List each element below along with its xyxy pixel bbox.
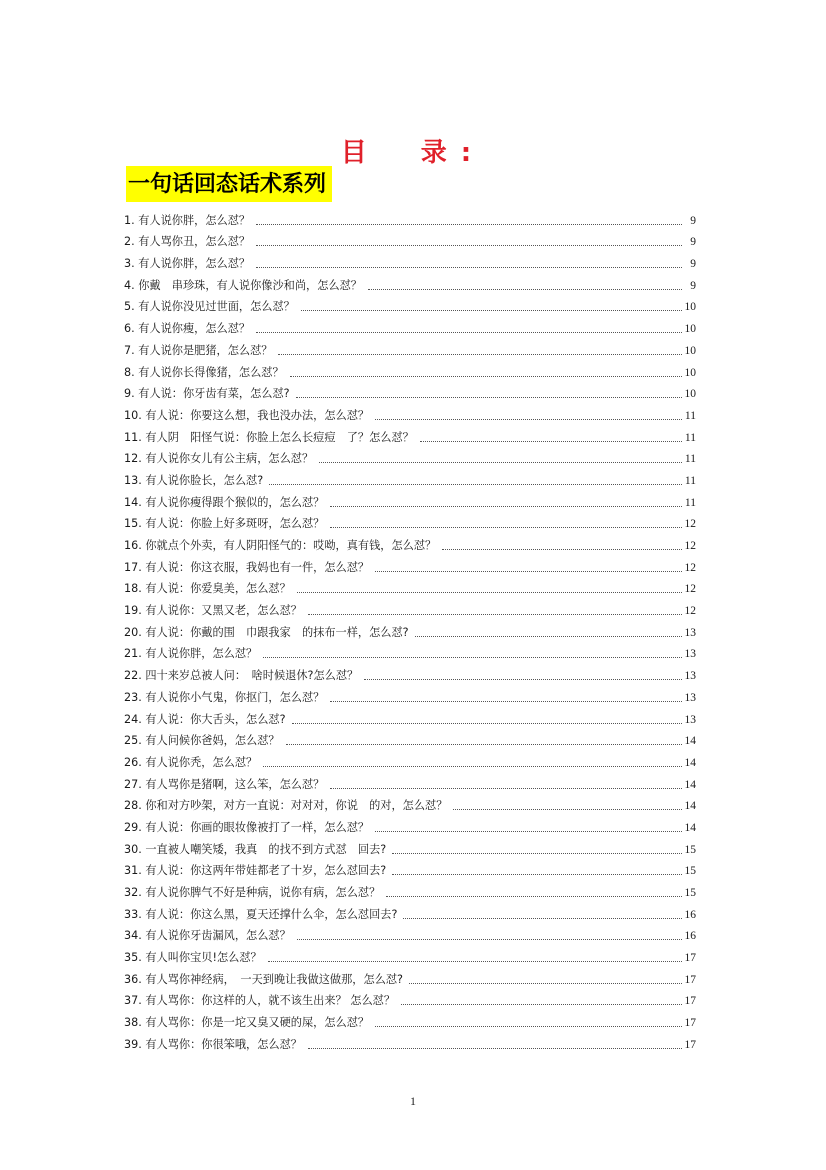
toc-entry-title: 14. 有人说你瘦得跟个猴似的，怎么怼？ xyxy=(124,495,325,509)
dot-leader xyxy=(375,1026,682,1027)
toc-entry[interactable] xyxy=(124,1030,696,1052)
toc-entry-page: 16 xyxy=(684,930,696,943)
toc-entry[interactable] xyxy=(124,922,696,944)
toc-entry-title: 36. 有人骂你神经病， 一天到晚让我做这做那，怎么怼? xyxy=(124,972,403,986)
dot-leader xyxy=(263,657,682,658)
toc-entry-page: 9 xyxy=(690,258,696,271)
dot-leader xyxy=(330,701,682,702)
toc-entry-page: 13 xyxy=(684,670,696,683)
toc-entry-title: 34. 有人说你牙齿漏风，怎么怼？ xyxy=(124,929,291,943)
dot-leader xyxy=(278,354,682,355)
dot-leader xyxy=(297,592,682,593)
toc-entry-title: 33. 有人说：你这么黑，夏天还撑什么伞，怎么怼回去? xyxy=(124,907,398,921)
toc-entry-page: 13 xyxy=(684,626,696,639)
toc-entry-page: 12 xyxy=(684,561,696,574)
toc-entry[interactable] xyxy=(124,466,696,488)
toc-entry-page: 11 xyxy=(684,474,696,487)
toc-entry-title: 22. 四十来岁总被人问： 啥时候退休?怎么怼？ xyxy=(124,669,359,683)
page-title: 目 录: xyxy=(340,138,486,168)
toc-entry-title: 2. 有人骂你丑，怎么怼？ xyxy=(124,235,251,249)
dot-leader xyxy=(292,723,682,724)
toc-entry-page: 12 xyxy=(684,583,696,596)
toc-entry-title: 32. 有人说你脾气不好是种病，说你有病，怎么怼？ xyxy=(124,886,381,899)
toc-entry-page: 11 xyxy=(684,496,696,509)
section-title: 一句话回态话术系列 xyxy=(126,166,332,202)
dot-leader xyxy=(301,310,682,311)
toc-entry-page: 9 xyxy=(690,279,696,292)
toc-entry-title: 24. 有人说：你大舌头，怎么怼? xyxy=(124,712,286,726)
dot-leader xyxy=(256,332,682,333)
toc-entry[interactable] xyxy=(124,661,696,683)
toc-entry[interactable] xyxy=(124,596,696,618)
dot-leader xyxy=(415,636,682,637)
toc-entry-title: 7. 有人说你是肥猪，怎么怼？ xyxy=(124,343,273,357)
toc-entry-title: 35. 有人叫你宝贝!怎么怼？ xyxy=(124,951,262,965)
toc-entry-title: 27. 有人骂你是猪啊，这么笨，怎么怼？ xyxy=(124,777,325,791)
toc-entry[interactable] xyxy=(124,813,696,835)
toc-entry-title: 12. 有人说你女儿有公主病，怎么怼？ xyxy=(124,452,314,466)
toc-entry-page: 14 xyxy=(684,778,696,791)
toc-entry[interactable] xyxy=(124,206,696,228)
toc-entry-page: 14 xyxy=(684,756,696,769)
dot-leader xyxy=(330,788,682,789)
toc-entry-page: 15 xyxy=(684,887,696,899)
dot-leader xyxy=(368,289,682,290)
toc-entry[interactable] xyxy=(124,314,696,336)
toc-entry-page: 16 xyxy=(684,908,696,921)
dot-leader xyxy=(392,874,682,875)
toc-entry[interactable] xyxy=(124,358,696,380)
toc-entry-title: 39. 有人骂你：你很笨哦，怎么怼？ xyxy=(124,1037,302,1051)
dot-leader xyxy=(392,853,682,854)
toc-entry-title: 17. 有人说：你这衣服，我妈也有一件，怎么怼？ xyxy=(124,560,370,574)
toc-entry-page: 14 xyxy=(684,821,696,834)
toc-entry-page: 11 xyxy=(684,453,696,466)
toc-entry[interactable] xyxy=(124,748,696,770)
toc-entry-title: 23. 有人说你小气鬼，你抠门，怎么怼？ xyxy=(124,690,325,704)
toc-entry[interactable] xyxy=(124,401,696,423)
toc-entry[interactable] xyxy=(124,878,696,900)
toc-entry-title: 6. 有人说你瘦，怎么怼？ xyxy=(124,322,251,336)
toc-entry[interactable] xyxy=(124,705,696,727)
toc-entry[interactable] xyxy=(124,445,696,467)
toc-entry-title: 26. 有人说你秃，怎么怼？ xyxy=(124,755,258,769)
dot-leader xyxy=(375,419,682,420)
toc-entry-page: 10 xyxy=(684,323,696,336)
toc-entry[interactable] xyxy=(124,293,696,315)
toc-entry-page: 10 xyxy=(684,301,696,314)
toc-entry-title: 18. 有人说：你爱臭美，怎么怼？ xyxy=(124,582,291,596)
dot-leader xyxy=(268,961,682,962)
page-number: 1 xyxy=(410,1094,416,1108)
toc-entry-page: 12 xyxy=(684,605,696,618)
toc-entry[interactable] xyxy=(124,228,696,250)
dot-leader xyxy=(256,224,682,225)
dot-leader xyxy=(403,918,682,919)
toc-entry-page: 10 xyxy=(684,366,696,379)
toc-entry-title: 4. 你戴 串珍珠，有人说你像沙和尚，怎么怼？ xyxy=(124,278,362,292)
toc-entry-title: 3. 有人说你胖，怎么怼？ xyxy=(124,257,251,271)
toc-entry-page: 17 xyxy=(684,995,696,1008)
toc-entry[interactable] xyxy=(124,423,696,445)
dot-leader xyxy=(442,549,682,550)
toc-entry[interactable] xyxy=(124,531,696,553)
toc-entry-title: 11. 有人阴 阳怪气说：你脸上怎么长痘痘 了？怎么怼？ xyxy=(124,430,414,444)
dot-leader xyxy=(269,484,682,485)
toc-entry-title: 16. 你就点个外卖，有人阴阳怪气的：哎呦，真有钱，怎么怼？ xyxy=(124,539,437,552)
toc-entry[interactable] xyxy=(124,336,696,358)
toc-entry[interactable] xyxy=(124,965,696,987)
dot-leader xyxy=(308,614,682,615)
dot-leader xyxy=(375,831,682,832)
dot-leader xyxy=(401,1004,682,1005)
toc-entry-page: 10 xyxy=(684,388,696,401)
toc-entry[interactable] xyxy=(124,618,696,640)
dot-leader xyxy=(256,267,682,268)
toc-entry-page: 13 xyxy=(684,713,696,726)
dot-leader xyxy=(319,462,682,463)
toc-entry-page: 14 xyxy=(684,800,696,813)
toc-entry-title: 38. 有人骂你：你是一坨又臭又硬的屎，怎么怼？ xyxy=(124,1016,370,1030)
toc-entry-page: 13 xyxy=(684,691,696,704)
toc-entry-title: 29. 有人说：你画的眼妆像被打了一样，怎么怼？ xyxy=(124,820,370,834)
dot-leader xyxy=(453,809,682,810)
dot-leader xyxy=(296,397,682,398)
toc-entry[interactable] xyxy=(124,987,696,1009)
toc-entry-page: 15 xyxy=(684,865,696,878)
toc-entry-title: 13. 有人说你脸长，怎么怼? xyxy=(124,473,264,487)
toc-entry-title: 30. 一直被人嘲笑矮，我真 的找不到方式怼 回去? xyxy=(124,842,387,856)
dot-leader xyxy=(256,245,682,246)
toc-entry-page: 15 xyxy=(684,843,696,856)
dot-leader xyxy=(375,571,682,572)
toc-entry[interactable] xyxy=(124,640,696,662)
toc-entry-title: 15. 有人说：你脸上好多斑呀，怎么怼？ xyxy=(124,517,325,531)
toc-entry-title: 10. 有人说：你要这么想，我也没办法，怎么怼？ xyxy=(124,408,370,422)
toc-entry-title: 9. 有人说：你牙齿有菜，怎么怼? xyxy=(124,387,290,401)
toc-entry-page: 9 xyxy=(690,214,696,227)
toc-entry-title: 1. 有人说你胖，怎么怼？ xyxy=(124,213,251,227)
toc-entry[interactable] xyxy=(124,770,696,792)
toc-entry-title: 8. 有人说你长得像猪，怎么怼？ xyxy=(124,365,284,379)
toc-entry-title: 31. 有人说：你这两年带娃都老了十岁，怎么怼回去? xyxy=(124,864,387,878)
toc-entry-page: 11 xyxy=(684,409,696,422)
toc-entry[interactable] xyxy=(124,727,696,749)
toc-entry-page: 11 xyxy=(684,431,696,444)
dot-leader xyxy=(286,744,682,745)
toc-entry-title: 21. 有人说你胖，怎么怼？ xyxy=(124,647,258,661)
dot-leader xyxy=(386,896,682,897)
toc-entry[interactable] xyxy=(124,488,696,510)
toc-entry-title: 25. 有人问候你爸妈，怎么怼？ xyxy=(124,734,280,748)
toc-entry-page: 12 xyxy=(684,540,696,552)
toc-entry[interactable] xyxy=(124,900,696,922)
toc-entry-page: 17 xyxy=(684,1017,696,1030)
toc-entry-page: 10 xyxy=(684,344,696,357)
toc-entry[interactable] xyxy=(124,271,696,293)
toc-entry-title: 37. 有人骂你：你这样的人，就不该生出来？ 怎么怼？ xyxy=(124,994,396,1008)
toc-entry-title: 20. 有人说：你戴的围 巾跟我家 的抹布一样，怎么怼? xyxy=(124,625,409,639)
dot-leader xyxy=(263,766,682,767)
toc-entry-page: 13 xyxy=(684,648,696,661)
dot-leader xyxy=(297,939,682,940)
toc-entry[interactable] xyxy=(124,510,696,532)
toc-entry-page: 17 xyxy=(684,952,696,965)
toc-entry-page: 17 xyxy=(684,973,696,986)
dot-leader xyxy=(409,983,682,984)
toc-entry[interactable] xyxy=(124,553,696,575)
toc-entry[interactable] xyxy=(124,835,696,857)
toc-entry-page: 17 xyxy=(684,1038,696,1051)
toc-entry[interactable] xyxy=(124,943,696,965)
toc-entry-page: 12 xyxy=(684,518,696,531)
toc-entry[interactable] xyxy=(124,683,696,705)
dot-leader xyxy=(420,441,682,442)
table-of-contents xyxy=(124,206,696,1052)
toc-entry[interactable] xyxy=(124,1008,696,1030)
toc-entry[interactable] xyxy=(124,380,696,402)
toc-entry-title: 5. 有人说你没见过世面，怎么怼？ xyxy=(124,300,295,314)
dot-leader xyxy=(290,376,682,377)
toc-entry[interactable] xyxy=(124,249,696,271)
toc-entry-title: 19. 有人说你：又黑又老，怎么怼？ xyxy=(124,604,302,618)
toc-entry-page: 14 xyxy=(684,735,696,748)
toc-entry[interactable] xyxy=(124,575,696,597)
toc-entry-page: 9 xyxy=(690,236,696,249)
toc-entry[interactable] xyxy=(124,857,696,879)
toc-entry[interactable] xyxy=(124,792,696,814)
toc-entry-title: 28. 你和对方吵架，对方一直说：对对对，你说 的对，怎么怼？ xyxy=(124,799,448,813)
dot-leader xyxy=(364,679,682,680)
dot-leader xyxy=(330,527,682,528)
dot-leader xyxy=(308,1048,682,1049)
dot-leader xyxy=(330,506,682,507)
